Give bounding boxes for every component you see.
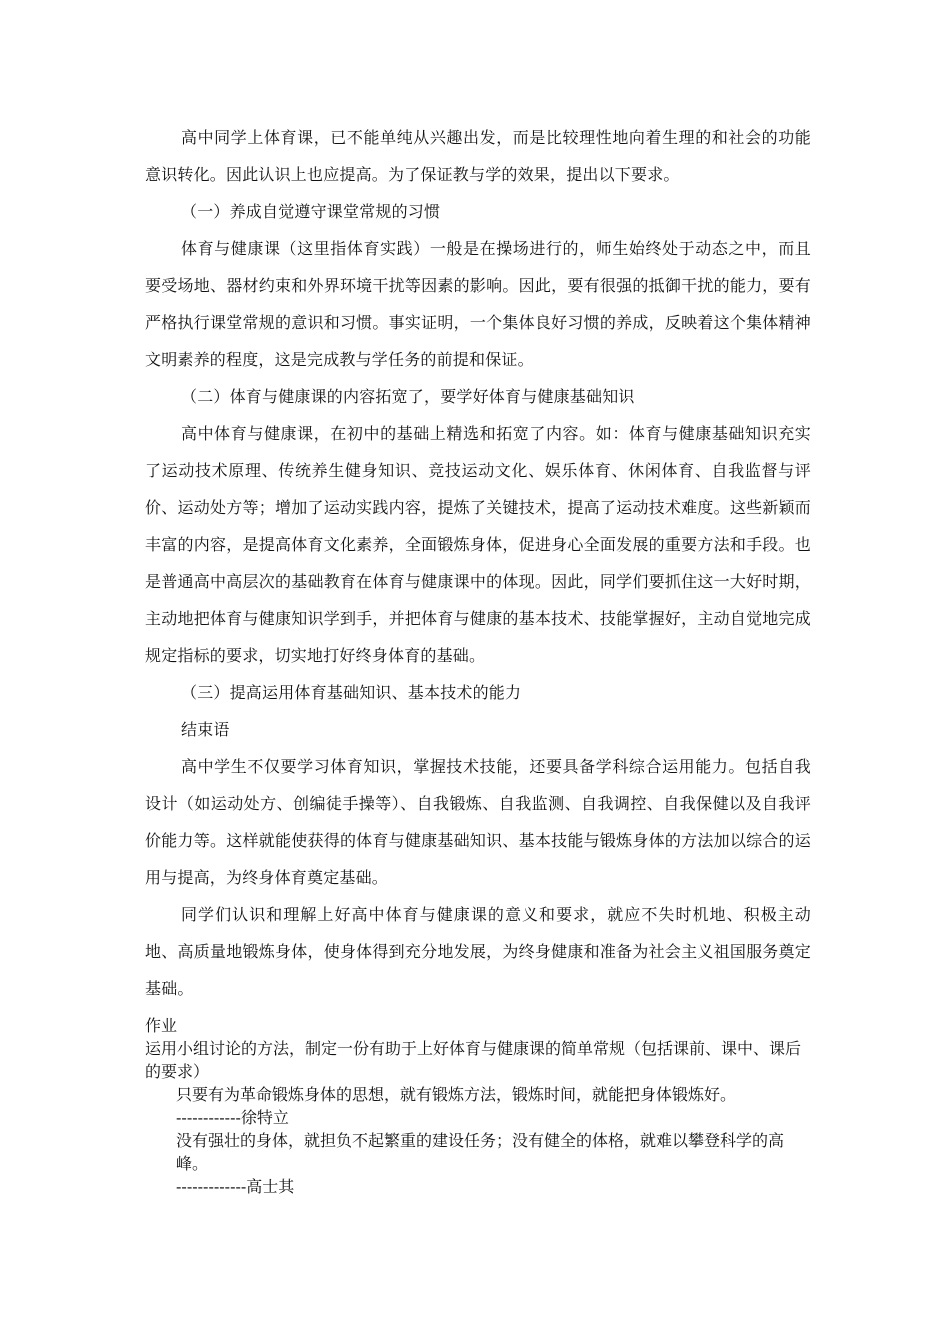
conclusion-heading: 结束语 <box>181 720 230 739</box>
homework-and-quotes <box>145 1014 811 1198</box>
conclusion-paragraph-1: 高中学生不仅要学习体育知识，掌握技术技能，还要具备学科综合运用能力。包括自我设计（如运动处方、创编徒手操等）、自我锻炼、自我监测、自我调控、自我保健以及自我评价能力等。这样就能使获得的体育与健康基础知识、基本技能与锻炼身体的方法加以综合的运用与提高，为终身体育奠定基础。 <box>145 757 811 887</box>
conclusion-paragraph-2: 同学们认识和理解上好高中体育与健康课的意义和要求，就应不失时机地、积极主动地、高质量地锻炼身体，使身体得到充分地发展，为终身健康和准备为社会主义祖国服务奠定基础。 <box>145 905 811 998</box>
quote-2-author: -------------高士其 <box>176 1177 295 1196</box>
quote-2-text: 没有强壮的身体，就担负不起繁重的建设任务；没有健全的体格，就难以攀登科学的高峰。 <box>176 1131 785 1173</box>
quote-1-author: ------------徐特立 <box>176 1108 289 1127</box>
intro-paragraph: 高中同学上体育课，已不能单纯从兴趣出发，而是比较理性地向着生理的和社会的功能意识转化。因此认识上也应提高。为了保证教与学的效果，提出以下要求。 <box>145 128 811 184</box>
homework-title: 作业 <box>145 1016 178 1035</box>
section-heading-2: （二）体育与健康课的内容拓宽了，要学好体育与健康基础知识 <box>181 387 635 406</box>
section-2-paragraph: 高中体育与健康课，在初中的基础上精选和拓宽了内容。如：体育与健康基础知识充实了运动技术原理、传统养生健身知识、竞技运动文化、娱乐体育、休闲体育、自我监督与评价、运动处方等；增加了运动实践内容，提炼了关键技术，提高了运动技术难度。这些新颖而丰富的内容，是提高体育文化素养，全面锻炼身体，促进身心全面发展的重要方法和手段。也是普通高中高层次的基础教育在体育与健康课中的体现。因此，同学们要抓住这一大好时期，主动地把体育与健康知识学到手，并把体育与健康的基本技术、技能掌握好，主动自觉地完成规定指标的要求，切实地打好终身体育的基础。 <box>145 424 811 665</box>
section-heading-3: （三）提高运用体育基础知识、基本技术的能力 <box>181 683 522 702</box>
homework-text: 运用小组讨论的方法，制定一份有助于上好体育与健康课的简单常规（包括课前、课中、课后的要求） <box>145 1039 802 1081</box>
quote-1-text: 只要有为革命锻炼身体的思想，就有锻炼方法，锻炼时间，就能把身体锻炼好。 <box>176 1085 737 1104</box>
section-heading-1: （一）养成自觉遵守课堂常规的习惯 <box>181 202 441 221</box>
main-body <box>145 119 811 1007</box>
section-1-paragraph: 体育与健康课（这里指体育实践）一般是在操场进行的，师生始终处于动态之中，而且要受场地、器材约束和外界环境干扰等因素的影响。因此，要有很强的抵御干扰的能力，要有严格执行课堂常规的意识和习惯。事实证明，一个集体良好习惯的养成，反映着这个集体精神文明素养的程度，这是完成教与学任务的前提和保证。 <box>145 239 811 369</box>
